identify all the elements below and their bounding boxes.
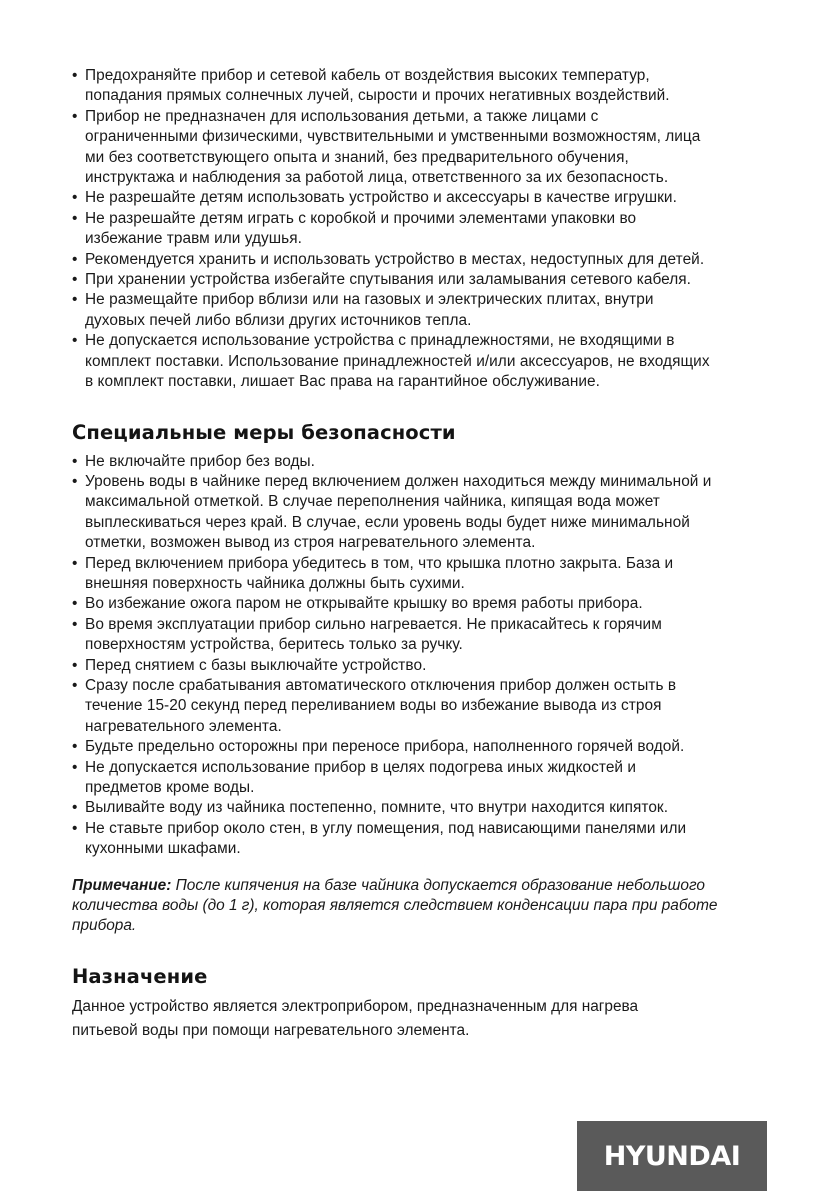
special-item-text: Будьте предельно осторожны при переносе прибора, наполненного горячей водой. — [85, 738, 685, 756]
safety-item-text: Не разрешайте детям играть с коробкой и прочими элементами упаковки во избежание травм или удушья. — [85, 209, 637, 248]
bullet-icon: • — [72, 819, 78, 837]
bullet-icon: • — [72, 738, 78, 756]
special-item — [72, 472, 772, 554]
safety-item-text: Не разрешайте детям использовать устройство и аксессуары в качестве игрушки. — [85, 189, 677, 207]
safety-item-text: Предохраняйте прибор и сетевой кабель от воздействия высоких температур, попадания прямых солнечных лучей, сырости и прочих негативных воздействий. — [85, 67, 670, 105]
safety-item — [72, 188, 772, 208]
safety-item — [72, 250, 772, 270]
bullet-icon: • — [72, 107, 78, 125]
special-safety-list — [72, 452, 772, 860]
special-item — [72, 798, 772, 818]
special-item-text: Не включайте прибор без воды. — [85, 452, 315, 470]
bullet-icon: • — [72, 250, 78, 268]
brand-logo — [577, 1121, 767, 1191]
bullet-icon: • — [72, 291, 78, 309]
bullet-icon: • — [72, 189, 78, 207]
special-item — [72, 452, 772, 472]
special-safety-heading: Специальные меры безопасности — [72, 420, 456, 444]
note-text: После кипячения на базе чайника допускается образование небольшого количества воды (до 1 г), которая является следствием конденсации пара при работе прибора. — [72, 876, 718, 935]
bullet-icon: • — [72, 271, 78, 289]
hyundai-logo-icon — [577, 1121, 767, 1191]
safety-item — [72, 107, 772, 189]
bullet-icon: • — [72, 209, 78, 227]
special-item-text: Уровень воды в чайнике перед включением должен находиться между минимальной и максимальной отметкой. В случае переполнения чайника, кипящая вода может выплескиваться через край. В случае, если уровень воды будет ниже минимальной отметки, возможен вывод из строя нагревательного элемента. — [85, 472, 712, 552]
special-item-text: Сразу после срабатывания автоматического отключения прибор должен остыть в течение 15-20 секунд перед переливанием воды во избежание вывода из строя нагревательного элемента. — [85, 676, 677, 735]
special-item — [72, 554, 772, 595]
safety-item-text: Рекомендуется хранить и использовать устройство в местах, недоступных для детей. — [85, 250, 705, 268]
bullet-icon: • — [72, 676, 78, 694]
bullet-icon: • — [72, 332, 78, 350]
special-item — [72, 758, 772, 799]
special-item-text: Во избежание ожога паром не открывайте крышку во время работы прибора. — [85, 595, 643, 613]
bullet-icon: • — [72, 452, 78, 470]
safety-item — [72, 331, 772, 392]
bullet-icon: • — [72, 799, 78, 817]
safety-item-text: Прибор не предназначен для использования детьми, а также лицами с ограниченными физическими, чувствительными и умственными возможностям, лица ми без соответствующего опыта и знаний, без предварительного обучения, инструктажа и наблюдения за работой лица, ответственного за их безопасность. — [85, 107, 701, 187]
special-item — [72, 615, 772, 656]
special-item — [72, 594, 772, 614]
note-label: Примечание: — [72, 876, 172, 894]
safety-item-text: При хранении устройства избегайте спутывания или заламывания сетевого кабеля. — [85, 271, 691, 289]
safety-list — [72, 66, 772, 393]
safety-item — [72, 209, 772, 250]
special-item-text: Выливайте воду из чайника постепенно, помните, что внутри находится кипяток. — [85, 799, 669, 817]
safety-item — [72, 290, 772, 331]
bullet-icon: • — [72, 67, 78, 84]
safety-item — [72, 270, 772, 290]
safety-item-text: Не размещайте прибор вблизи или на газовых и электрических плитах, внутри духовых печей либо вблизи других источников тепла. — [85, 291, 654, 329]
special-item — [72, 656, 772, 676]
special-item-text: Перед включением прибора убедитесь в том, что крышка плотно закрыта. База и внешняя поверхность чайника должны быть сухими. — [85, 554, 674, 592]
bullet-icon: • — [72, 554, 78, 572]
special-item — [72, 676, 772, 737]
bullet-icon: • — [72, 472, 78, 490]
special-item-text: Во время эксплуатации прибор сильно нагревается. Не прикасайтесь к горячим поверхностям устройства, беритесь только за ручку. — [85, 615, 662, 654]
safety-item — [72, 66, 772, 107]
bullet-icon: • — [72, 615, 78, 633]
purpose-heading: Назначение — [72, 964, 208, 988]
logo-wordmark: HYUNDAI — [603, 1141, 741, 1172]
bullet-icon: • — [72, 595, 78, 613]
special-item-text: Не допускается использование прибор в целях подогрева иных жидкостей и предметов кроме воды. — [85, 758, 637, 796]
special-item — [72, 737, 772, 757]
purpose-text: Данное устройство является электроприбором, предназначенным для нагрева питьевой воды при помощи нагревательного элемента. — [72, 997, 639, 1039]
bullet-icon: • — [72, 656, 78, 674]
special-item-text: Перед снятием с базы выключайте устройство. — [85, 656, 427, 674]
note — [72, 876, 772, 937]
bullet-icon: • — [72, 758, 78, 776]
safety-item-text: Не допускается использование устройства с принадлежностями, не входящими в комплект поставки. Использование принадлежностей и/или аксессуаров, не входящих в комплект поставки, лишает Вас права на гарантийное обслуживание. — [85, 332, 710, 391]
manual-page — [72, 66, 772, 1043]
special-item-text: Не ставьте прибор около стен, в углу помещения, под нависающими панелями или кухонными шкафами. — [85, 819, 687, 858]
special-item — [72, 819, 772, 860]
